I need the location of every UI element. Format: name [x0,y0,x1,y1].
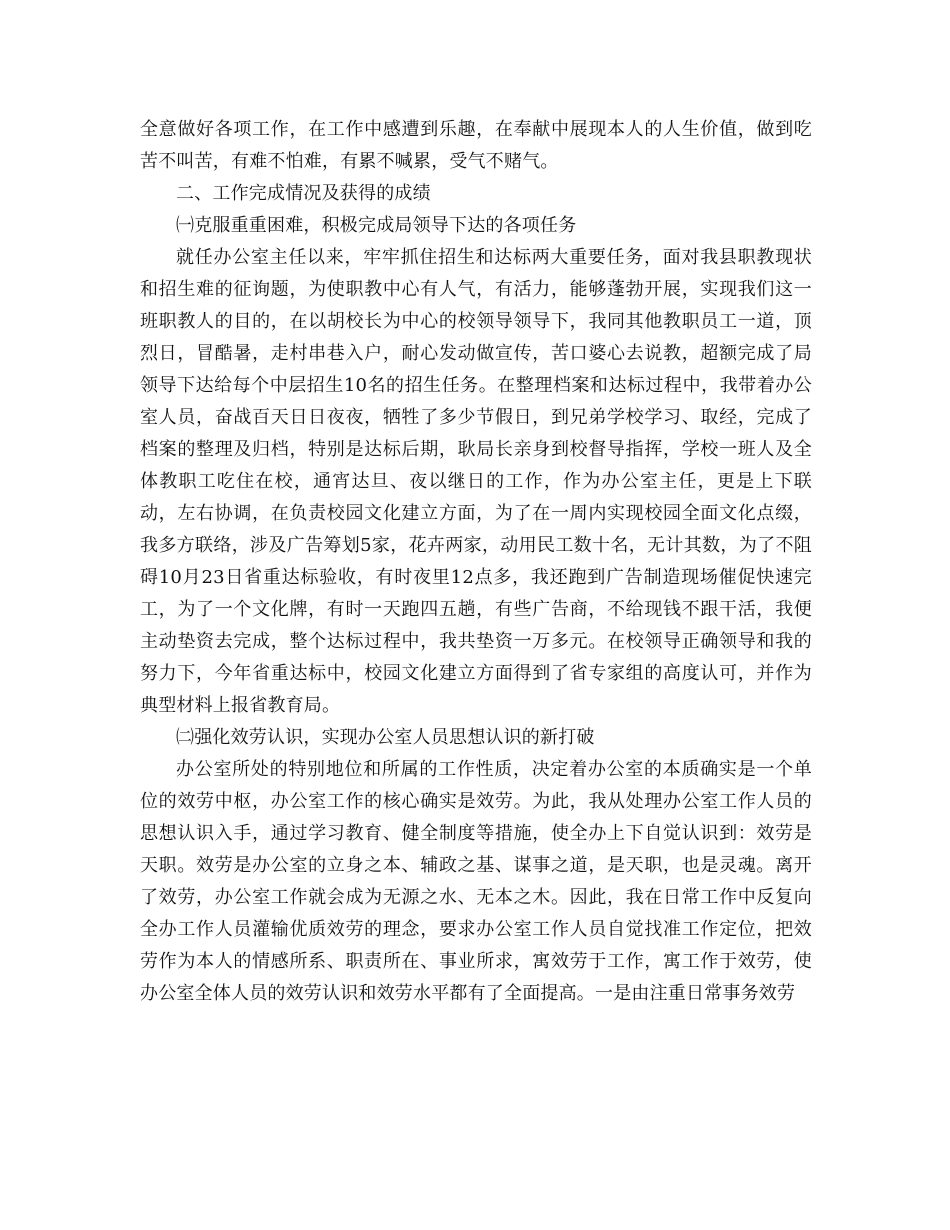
section-heading: 二、工作完成情况及获得的成绩 [176,183,431,204]
document-body [140,114,812,1010]
paragraph-body-2: 办公室所处的特别地位和所属的工作性质，决定着办公室的本质确实是一个单位的效劳中枢，办公室工作的核心确实是效劳。为此，我从处理办公室工作人员的思想认识入手，通过学习教育、健全制度等措施，使全办上下自觉认识到：效劳是天职。效劳是办公室的立身之本、辅政之基、谋事之道，是天职，也是灵魂。离开了效劳，办公室工作就会成为无源之水、无本之木。因此，我在日常工作中反复向全办工作人员灌输优质效劳的理念，要求办公室工作人员自觉找准工作定位，把效劳作为本人的情感所系、职责所在、事业所求，寓效劳于工作，寓工作于效劳，使办公室全体人员的效劳认识和效劳水平都有了全面提高。一是由注重日常事务效劳 [140,759,812,1004]
subsection-heading-1: ㈠克服重重困难，积极完成局领导下达的各项任务 [176,215,577,236]
paragraph-body-1: 就任办公室主任以来，牢牢抓住招生和达标两大重要任务，面对我县职教现状和招生难的征询题，为使职教中心有人气，有活力，能够蓬勃开展，实现我们这一班职教人的目的，在以胡校长为中心的校领导领导下，我同其他教职员工一道，顶烈日，冒酷暑，走村串巷入户，耐心发动做宣传，苦口婆心去说教，超额完成了局领导下达给每个中层招生10名的招生任务。在整理档案和达标过程中，我带着办公室人员，奋战百天日日夜夜，牺牲了多少节假日，到兄弟学校学习、取经，完成了档案的整理及归档，特别是达标后期，耿局长亲身到校督导指挥，学校一班人及全体教职工吃住在校，通宵达旦、夜以继日的工作，作为办公室主任，更是上下联动，左右协调，在负责校园文化建立方面，为了在一周内实现校园全面文化点缀，我多方联络，涉及广告筹划5家，花卉两家，动用民工数十名，无计其数，为了不阻碍10月23日省重达标验收，有时夜里12点多，我还跑到广告制造现场催促快速完工，为了一个文化牌，有时一天跑四五趟，有些广告商，不给现钱不跟干活，我便主动垫资去完成，整个达标过程中，我共垫资一万多元。在校领导正确领导和我的努力下，今年省重达标中，校园文化建立方面得到了省专家组的高度认可，并作为典型材料上报省教育局。 [140,247,812,716]
subsection-heading-2: ㈡强化效劳认识，实现办公室人员思想认识的新打破 [176,727,595,748]
paragraph-continuation: 全意做好各项工作，在工作中感遭到乐趣，在奉献中展现本人的人生价值，做到吃苦不叫苦，有难不怕难，有累不喊累，受气不赌气。 [140,119,812,172]
